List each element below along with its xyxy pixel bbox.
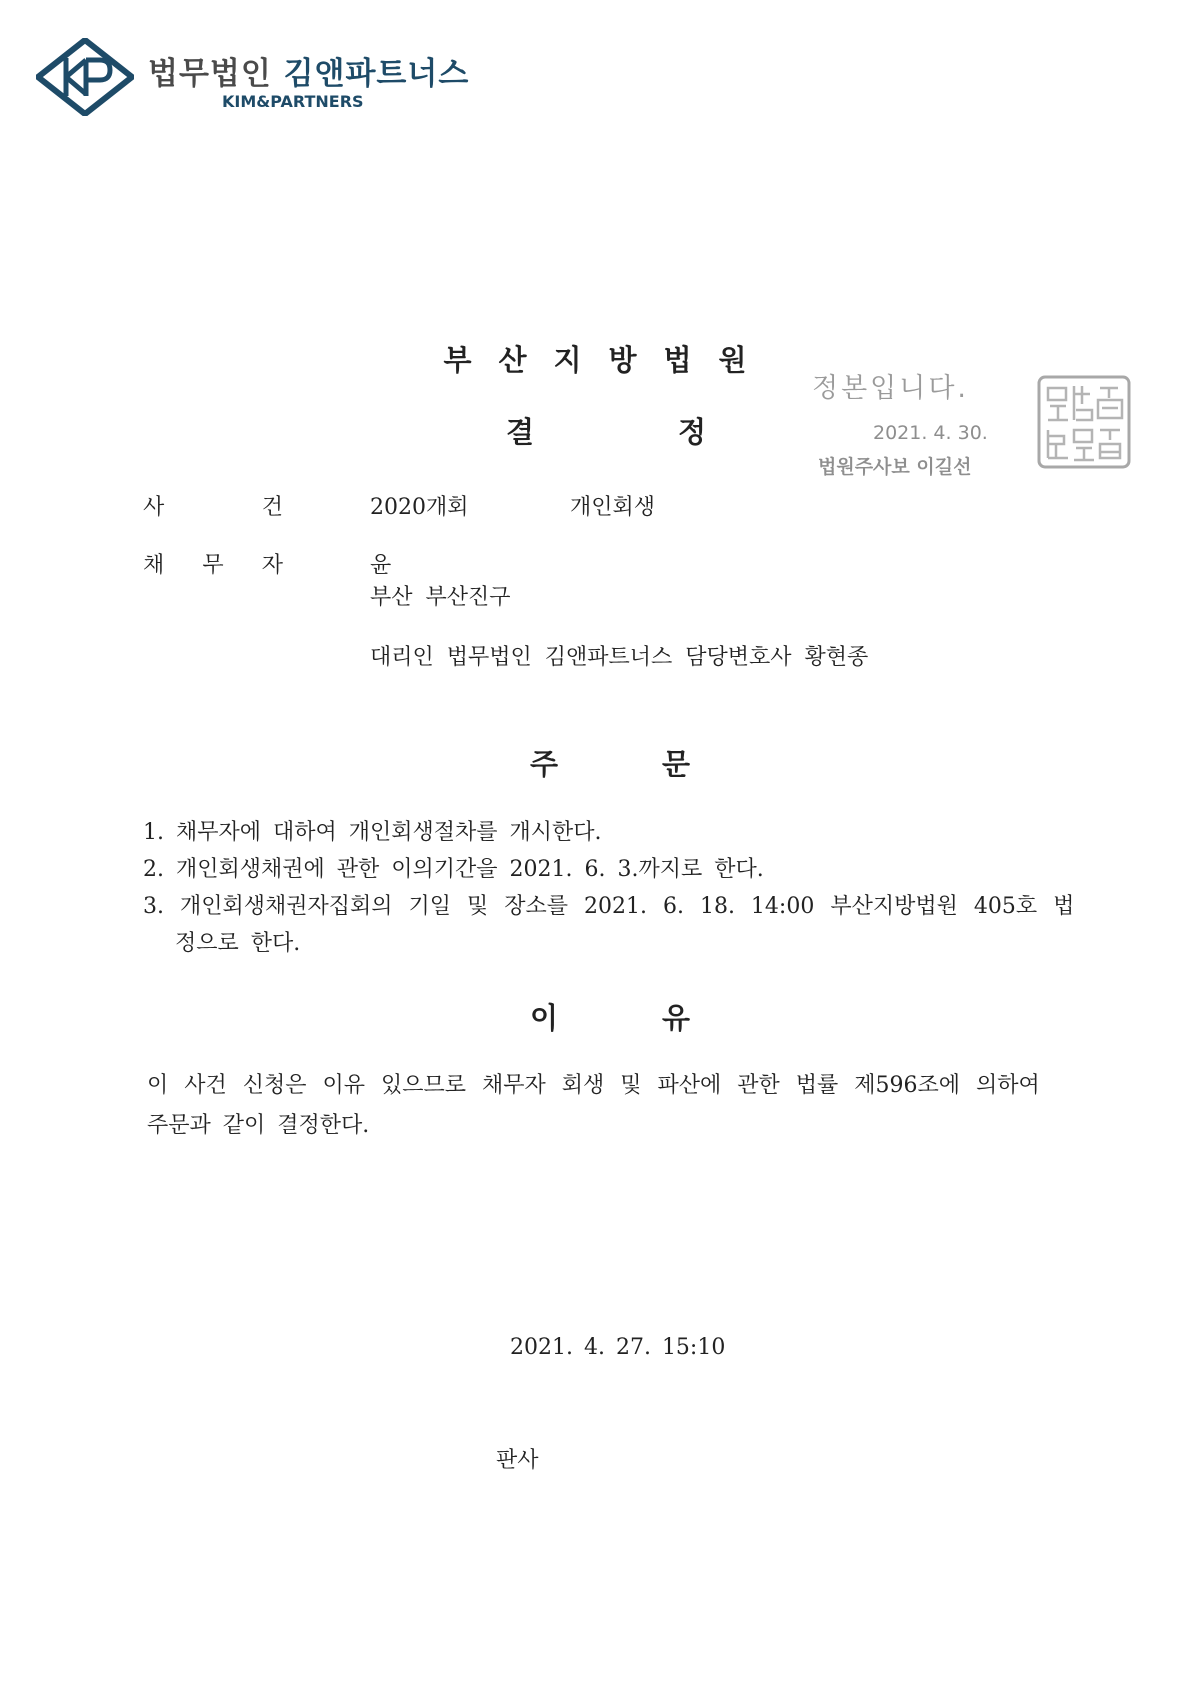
reason-heading-right: 유: [661, 1001, 690, 1035]
stamp-date: 2021. 4. 30.: [873, 422, 988, 444]
reason-text-line1: 이 사건 신청은 이유 있으므로 채무자 회생 및 파산에 관한 법률 제596조에 의하여: [147, 1073, 1040, 1098]
order-heading-right: 문: [661, 747, 690, 781]
decision-date: 2021. 4. 27. 15:10: [510, 1335, 726, 1360]
order-item: 1. 채무자에 대하여 개인회생절차를 개시한다.: [143, 820, 602, 845]
order-item: 2. 개인회생채권에 관한 이의기간을 2021. 6. 3.까지로 한다.: [143, 857, 764, 882]
debtor-label-char: 무: [202, 553, 224, 578]
firm-name-main: 김앤파트너스: [283, 56, 470, 92]
order-heading: [530, 742, 690, 783]
reason-heading-left: 이: [530, 1001, 559, 1035]
stamp-clerk: 법원주사보 이길선: [818, 456, 972, 478]
case-number: 2020개회: [370, 495, 469, 520]
reason-text-line2: 주문과 같이 결정한다.: [147, 1113, 370, 1138]
doc-type-left: 결: [506, 415, 535, 449]
court-name: 부산지방법원: [443, 343, 774, 377]
judge-label: 판사: [496, 1448, 539, 1473]
doc-type-right: 정: [677, 415, 706, 449]
case-label: [143, 490, 283, 521]
debtor-label-char: 자: [261, 553, 283, 578]
order-item-continuation: 정으로 한다.: [175, 931, 301, 956]
order-heading-left: 주: [530, 747, 559, 781]
firm-logo-icon: [36, 38, 134, 116]
doc-type-heading: [506, 410, 706, 451]
case-label-char: 건: [261, 495, 283, 520]
certified-copy-stamp-text: 정본입니다.: [812, 373, 969, 404]
debtor-label: [143, 548, 283, 579]
firm-name-en: KIM&PARTNERS: [222, 92, 364, 111]
case-label-char: 사: [143, 495, 165, 520]
reason-heading: [530, 996, 690, 1037]
debtor-label-char: 채: [143, 553, 165, 578]
debtor-address: 부산 부산진구: [370, 585, 511, 610]
debtor-name: 윤: [370, 553, 392, 578]
debtor-agent: 대리인 법무법인 김앤파트너스 담당변호사 황현종: [370, 645, 869, 670]
firm-name-ko: [148, 48, 469, 93]
case-type: 개인회생: [570, 495, 656, 520]
order-item: 3. 개인회생채권자집회의 기일 및 장소를 2021. 6. 18. 14:00 부산지방법원 405호 법: [143, 894, 1075, 919]
firm-name-prefix: 법무법인: [148, 56, 272, 92]
court-seal-icon: [1036, 374, 1132, 470]
